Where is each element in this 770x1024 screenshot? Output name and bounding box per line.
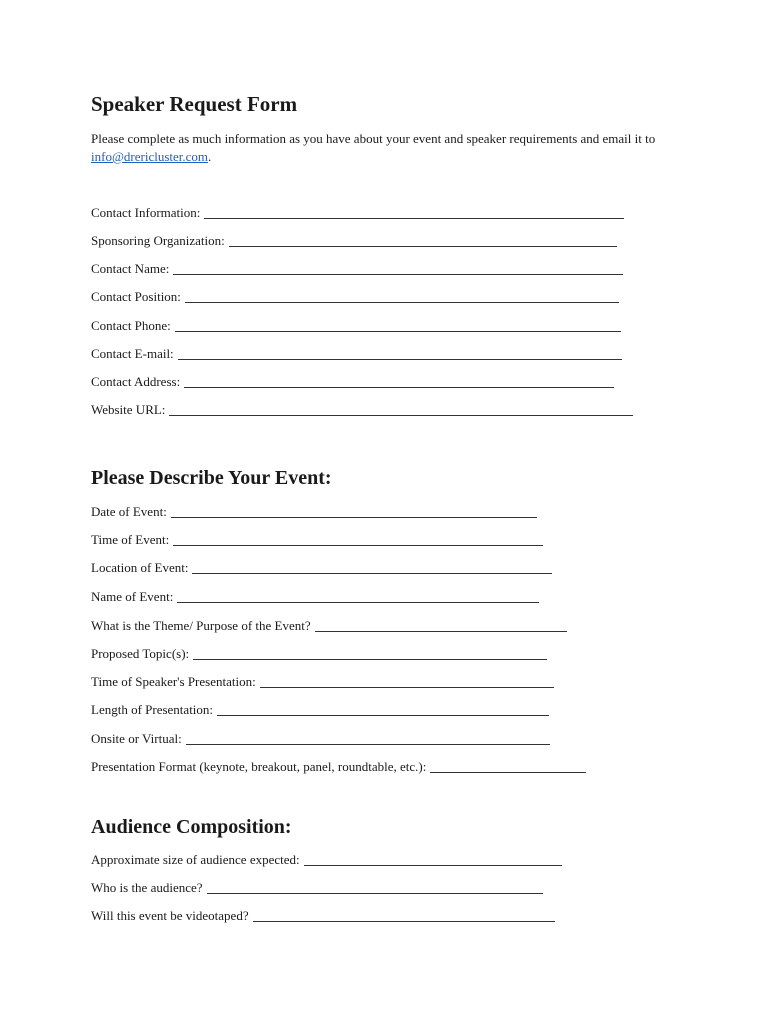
field-videotaped	[91, 907, 555, 925]
fill-in-line[interactable]	[430, 758, 586, 773]
fill-in-line[interactable]	[177, 588, 539, 603]
field-label: Contact Position:	[91, 289, 181, 304]
field-label: Presentation Format (keynote, breakout, panel, roundtable, etc.):	[91, 759, 427, 774]
fill-in-line[interactable]	[173, 260, 623, 275]
field-contact-information	[91, 204, 624, 222]
field-contact-address	[91, 373, 614, 391]
field-sponsoring-organization	[91, 232, 617, 250]
fill-in-line[interactable]	[229, 232, 617, 247]
field-label: Time of Speaker's Presentation:	[91, 674, 256, 689]
field-label: Contact E-mail:	[91, 346, 174, 361]
field-onsite-or-virtual	[91, 730, 550, 748]
fill-in-line[interactable]	[184, 373, 614, 388]
field-website-url	[91, 401, 633, 419]
fill-in-line[interactable]	[253, 907, 555, 922]
fill-in-line[interactable]	[169, 401, 633, 416]
field-label: Time of Event:	[91, 532, 170, 547]
field-label: Contact Information:	[91, 205, 201, 220]
field-time-of-event	[91, 531, 543, 549]
field-label: Location of Event:	[91, 560, 189, 575]
field-label: Date of Event:	[91, 504, 167, 519]
field-contact-name	[91, 260, 623, 278]
fill-in-line[interactable]	[175, 317, 621, 332]
fill-in-line[interactable]	[193, 645, 547, 660]
section-heading-event: Please Describe Your Event:	[91, 467, 332, 489]
field-contact-position	[91, 288, 619, 306]
form-page	[91, 0, 691, 1024]
field-who-is-audience	[91, 879, 543, 897]
fill-in-line[interactable]	[178, 345, 622, 360]
field-label: Sponsoring Organization:	[91, 233, 225, 248]
fill-in-line[interactable]	[260, 673, 554, 688]
fill-in-line[interactable]	[173, 531, 543, 546]
field-label: Contact Phone:	[91, 318, 171, 333]
fill-in-line[interactable]	[185, 288, 619, 303]
fill-in-line[interactable]	[171, 503, 537, 518]
field-theme-purpose	[91, 617, 567, 635]
intro-text: Please complete as much information as you have about your event and speaker requirements and email it to	[91, 131, 656, 146]
field-label: Approximate size of audience expected:	[91, 852, 300, 867]
fill-in-line[interactable]	[217, 701, 549, 716]
fill-in-line[interactable]	[207, 879, 543, 894]
field-proposed-topics	[91, 645, 547, 663]
fill-in-line[interactable]	[304, 851, 562, 866]
field-label: Will this event be videotaped?	[91, 908, 249, 923]
page-title: Speaker Request Form	[91, 92, 298, 116]
field-label: What is the Theme/ Purpose of the Event?	[91, 618, 311, 633]
field-date-of-event	[91, 503, 537, 521]
field-location-of-event	[91, 559, 552, 577]
field-length-of-presentation	[91, 701, 549, 719]
field-name-of-event	[91, 588, 539, 606]
field-audience-size	[91, 851, 562, 869]
field-label: Onsite or Virtual:	[91, 731, 182, 746]
field-label: Name of Event:	[91, 589, 174, 604]
field-label: Contact Address:	[91, 374, 181, 389]
field-label: Contact Name:	[91, 261, 170, 276]
fill-in-line[interactable]	[186, 730, 550, 745]
field-contact-email	[91, 345, 622, 363]
email-link[interactable]: info@drericluster.com	[91, 149, 209, 164]
intro-paragraph	[91, 130, 691, 166]
field-label: Proposed Topic(s):	[91, 646, 190, 661]
fill-in-line[interactable]	[192, 559, 552, 574]
field-presentation-format	[91, 758, 586, 776]
fill-in-line[interactable]	[315, 617, 567, 632]
field-label: Length of Presentation:	[91, 702, 214, 717]
intro-text-end: .	[208, 149, 212, 164]
field-contact-phone	[91, 317, 621, 335]
section-heading-audience: Audience Composition:	[91, 816, 292, 838]
field-label: Who is the audience?	[91, 880, 203, 895]
fill-in-line[interactable]	[204, 204, 624, 219]
field-label: Website URL:	[91, 402, 166, 417]
field-time-of-presentation	[91, 673, 554, 691]
